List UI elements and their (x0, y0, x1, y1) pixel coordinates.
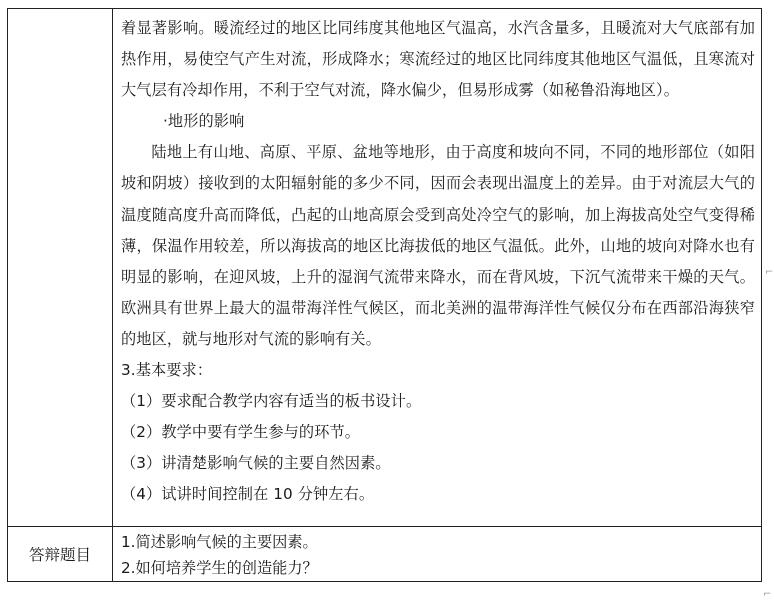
requirement-item: （1）要求配合教学内容有适当的板书设计。 (121, 392, 422, 411)
content-cell (113, 9, 762, 527)
defense-questions (113, 527, 761, 581)
paragraph-ocean-currents: 着显著影响。暖流经过的地区比同纬度其他地区气温高，水汽含量多，且暖流对大气底部有加热作用，易使空气产生对流，形成降水；寒流经过的地区比同纬度其他地区气温低，且寒流对大气层有冷却作用，不利于空气对流，降水偏少，但易形成雾（如秘鲁沿海地区）。 (121, 19, 755, 100)
paragraph-terrain: 陆地上有山地、高原、平原、盆地等地形，由于高度和坡向不同，不同的地形部位（如阳坡和阴坡）接收到的太阳辐射能的多少不同，因而会表现出温度上的差异。由于对流层大气的温度随高度升高而降低，凸起的山地高原会受到高处冷空气的影响，加上海拔高处空气变得稀薄，保温作用较差，所以海拔高的地区比海拔低的地区气温低。此外，山地的坡向对降水也有明显的影响，在迎风坡，上升的湿润气流带来降水，而在背风坡，下沉气流带来干燥的天气。欧洲具有世界上最大的温带海洋性气候区，而北美洲的温带海洋性气候仅分布在西部沿海狭窄的地区，就与地形对气流的影响有关。 (121, 143, 755, 348)
defense-questions-cell (113, 527, 762, 582)
content-row (8, 9, 762, 527)
margin-mark-bottom-right: ⌐ (763, 589, 772, 600)
requirements-title: 3.基本要求： (121, 361, 213, 380)
sub-heading-terrain: ·地形的影响 (163, 112, 245, 131)
requirement-item: （2）教学中要有学生参与的环节。 (121, 423, 361, 442)
margin-mark-right: ⌐ (765, 267, 774, 278)
exam-table (7, 8, 762, 582)
content-body (113, 9, 761, 511)
defense-label: 答辩题目 (28, 546, 91, 564)
defense-label-cell (8, 527, 113, 582)
requirement-item: （4）试讲时间控制在 10 分钟左右。 (121, 485, 375, 504)
empty-label-cell (8, 9, 113, 527)
defense-row (8, 527, 762, 582)
requirement-item: （3）讲清楚影响气候的主要自然因素。 (121, 454, 391, 473)
defense-question: 1.简述影响气候的主要因素。 (121, 533, 318, 551)
defense-question: 2.如何培养学生的创造能力？ (121, 559, 318, 577)
